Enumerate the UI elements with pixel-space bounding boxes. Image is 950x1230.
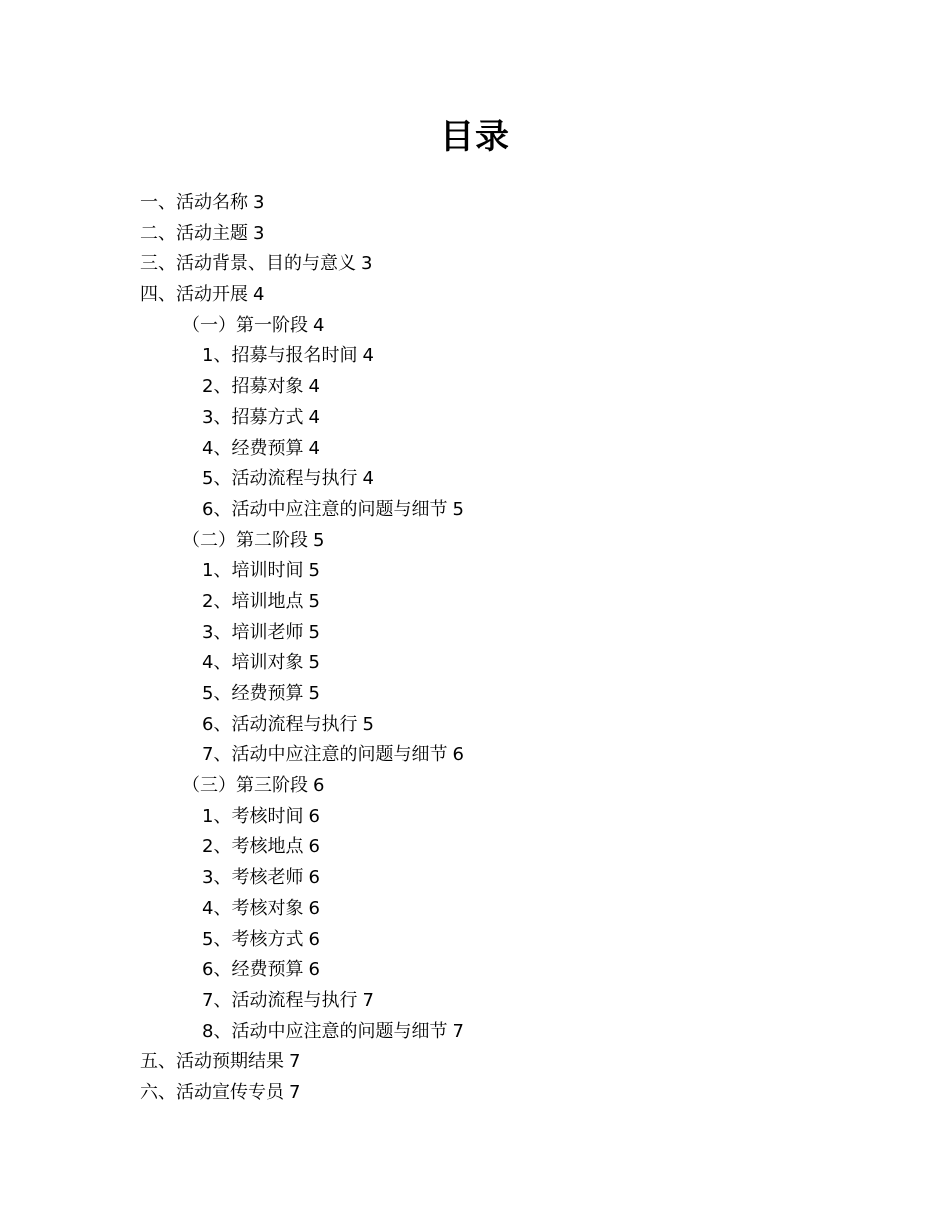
toc-page-number: 4 [253,284,265,306]
toc-page-number: 5 [308,560,320,582]
toc-page-number: 6 [308,959,320,981]
toc-page-number: 7 [289,1051,301,1073]
toc-entry[interactable] [140,771,464,802]
toc-entry[interactable] [140,341,464,372]
toc-entry[interactable] [140,710,464,741]
toc-page-number: 6 [313,775,325,797]
toc-entry-text: 2、招募对象 [202,376,304,398]
toc-entry-text: 6、经费预算 [202,959,304,981]
toc-page-number: 5 [362,713,374,735]
toc-page-number: 4 [313,314,325,336]
toc-page-number: 6 [308,897,320,919]
toc-entry-text: 4、培训对象 [202,652,304,674]
toc-entry[interactable] [140,495,464,526]
toc-entry-text: 三、活动背景、目的与意义 [140,253,356,275]
toc-entry[interactable] [140,280,464,311]
toc-entry-text: 4、考核对象 [202,897,304,919]
toc-entry-text: 3、考核老师 [202,867,304,889]
toc-page-number: 3 [253,192,265,213]
toc-entry-text: （二）第二阶段 [182,529,308,551]
toc-entry[interactable] [140,925,464,956]
toc-entry[interactable] [140,832,464,863]
toc-entry-text: 5、活动流程与执行 [202,468,358,490]
toc-entry[interactable] [140,894,464,925]
toc-entry[interactable] [140,863,464,894]
toc-entry-text: 3、招募方式 [202,406,304,428]
toc-entry-text: 六、活动宣传专员 [140,1081,284,1103]
toc-entry[interactable] [140,587,464,618]
toc-page-number: 3 [361,253,373,275]
toc-entry-text: 一、活动名称 [140,192,248,213]
toc-entry[interactable] [140,526,464,557]
toc-entry[interactable] [140,249,464,280]
toc-page-number: 4 [362,345,374,367]
toc-page-number: 6 [308,867,320,889]
toc-page-number: 4 [362,468,374,490]
toc-page-number: 4 [308,437,320,459]
toc-page-number: 5 [308,621,320,643]
toc-entry[interactable] [140,1047,464,1078]
toc-entry-text: 二、活动主题 [140,222,248,244]
toc-page-number: 5 [308,652,320,674]
toc-page-number: 5 [313,529,325,551]
toc-entry[interactable] [140,188,464,219]
toc-page-number: 5 [308,590,320,612]
toc-entry[interactable] [140,955,464,986]
toc-entry-text: 8、活动中应注意的问题与细节 [202,1020,448,1042]
toc-page-number: 7 [362,989,374,1011]
toc-entry-text: 4、经费预算 [202,437,304,459]
toc-entry[interactable] [140,403,464,434]
toc-entry[interactable] [140,1017,464,1048]
page-title: 目录 [440,117,510,157]
toc-entry[interactable] [140,311,464,342]
toc-page-number: 6 [452,744,464,766]
toc-page-number: 3 [253,222,265,244]
toc-entry[interactable] [140,372,464,403]
toc-entry[interactable] [140,740,464,771]
toc-entry-text: 7、活动流程与执行 [202,989,358,1011]
toc-page-number: 5 [452,498,464,520]
toc-entry-text: 1、考核时间 [202,805,304,827]
toc-entry-text: （三）第三阶段 [182,775,308,797]
toc-entry[interactable] [140,802,464,833]
toc-entry-text: 2、培训地点 [202,590,304,612]
toc-entry-text: 6、活动中应注意的问题与细节 [202,498,448,520]
toc-page-number: 6 [308,836,320,858]
toc-page-number: 6 [308,928,320,950]
toc-entry-text: 四、活动开展 [140,284,248,306]
toc-page-number: 6 [308,805,320,827]
toc-page-number: 7 [289,1081,301,1103]
toc-entry[interactable] [140,434,464,465]
toc-entry[interactable] [140,618,464,649]
toc-entry-text: 1、培训时间 [202,560,304,582]
toc-entry[interactable] [140,556,464,587]
toc-entry[interactable] [140,648,464,679]
toc-entry-text: 7、活动中应注意的问题与细节 [202,744,448,766]
toc-entry-text: 5、考核方式 [202,928,304,950]
toc-page-number: 4 [308,376,320,398]
toc-entry[interactable] [140,464,464,495]
toc-entry-text: 五、活动预期结果 [140,1051,284,1073]
toc-page-number: 7 [452,1020,464,1042]
toc-entry[interactable] [140,219,464,250]
toc-entry-text: 5、经费预算 [202,683,304,704]
toc-page-number: 5 [308,683,320,704]
toc-entry-text: 6、活动流程与执行 [202,713,358,735]
toc-page-number: 4 [308,406,320,428]
toc-entry-text: 2、考核地点 [202,836,304,858]
toc-entry[interactable] [140,986,464,1017]
table-of-contents [140,188,464,1109]
toc-entry-text: 3、培训老师 [202,621,304,643]
toc-entry-text: 1、招募与报名时间 [202,345,358,367]
toc-entry[interactable] [140,679,464,710]
toc-entry[interactable] [140,1078,464,1109]
toc-entry-text: （一）第一阶段 [182,314,308,336]
